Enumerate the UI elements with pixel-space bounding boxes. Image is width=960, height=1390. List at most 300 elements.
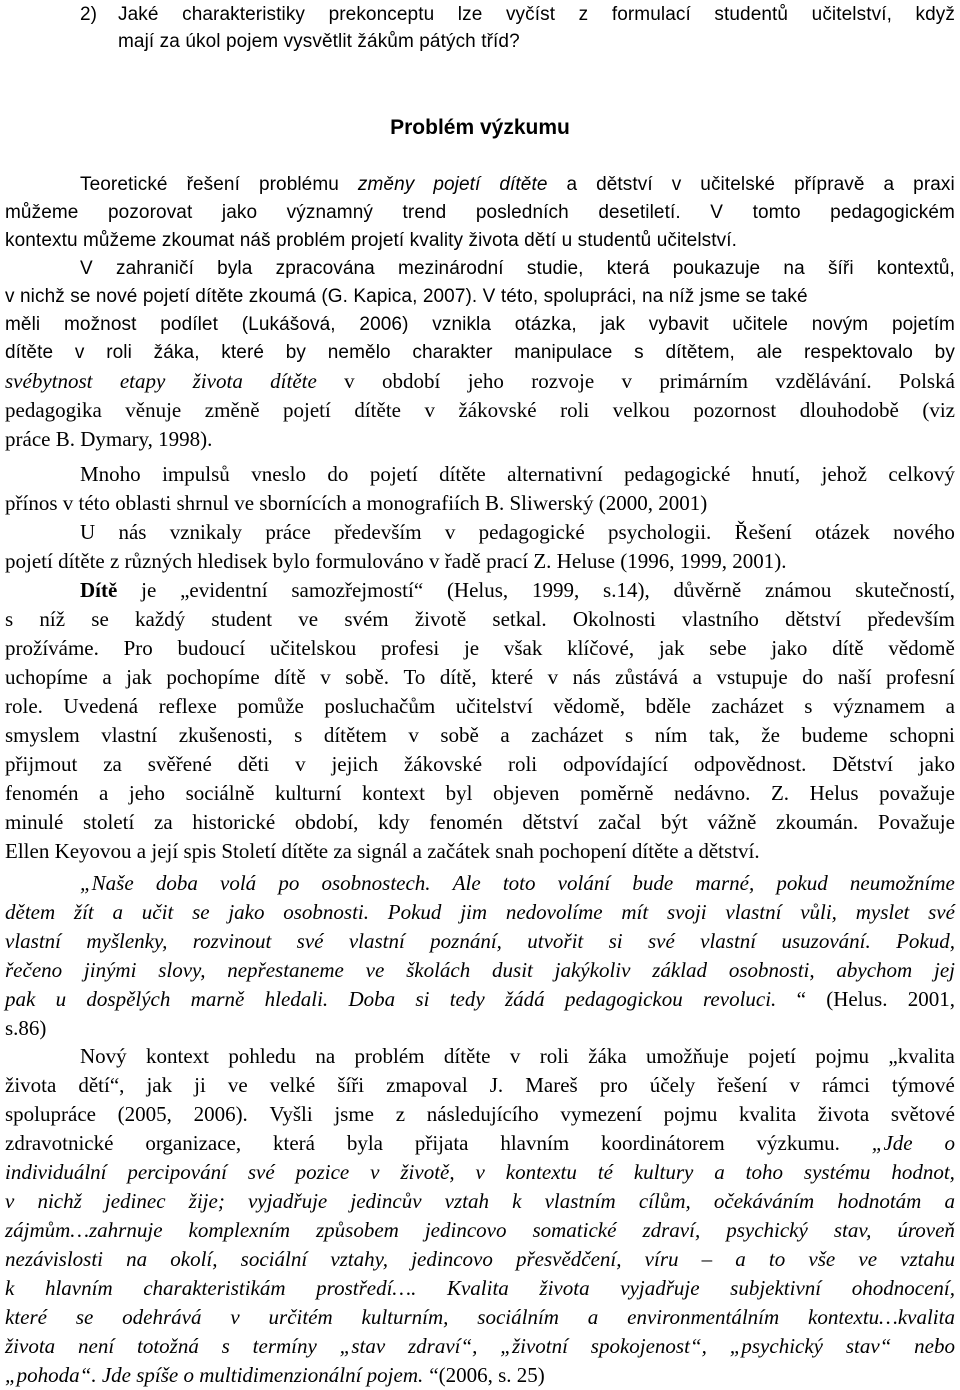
word: zkušenosti, — [178, 723, 273, 747]
word: V — [710, 202, 724, 223]
word: na — [126, 1247, 148, 1271]
word: ním — [654, 723, 688, 747]
word: kultury — [633, 1160, 694, 1184]
paragraph-line — [0, 396, 960, 425]
word: pokud — [776, 871, 828, 895]
word: praxi — [913, 174, 955, 195]
word: nichž — [37, 1189, 82, 1213]
word: klíčové, — [567, 636, 635, 660]
word: kontextu — [505, 1160, 577, 1184]
word: do — [802, 665, 824, 689]
word: respektovalo — [804, 342, 913, 363]
word: dítěte — [270, 369, 317, 393]
word: pozornost — [693, 398, 777, 422]
paragraph-line — [0, 1129, 960, 1158]
word: myslet — [855, 900, 910, 924]
word: poměrně — [579, 781, 654, 805]
word: velkou — [612, 398, 670, 422]
word: vlastního — [681, 607, 759, 631]
line-text: práce B. Dymary, 1998). — [5, 427, 213, 451]
word: podílet — [160, 314, 218, 335]
word: očekáváním — [713, 1189, 815, 1213]
line-text: v nichž se nové pojetí dítěte zkoumá (G. Kapica, 2007). V této, spolupráci, na níž jsme se také — [5, 286, 808, 307]
word: v — [671, 174, 682, 195]
word: života — [539, 1276, 590, 1300]
word: žít — [73, 900, 94, 924]
paragraph-line — [0, 1071, 960, 1100]
word: minulé — [5, 810, 64, 834]
word: v — [789, 1073, 800, 1097]
word: kontextu…kvalita — [808, 1305, 955, 1329]
word: si — [415, 987, 430, 1011]
word: hodnot, — [891, 1160, 955, 1184]
word: odehrává — [122, 1305, 202, 1329]
word: rozvinout — [192, 929, 272, 953]
word: bděle — [645, 694, 691, 718]
word: sobě — [440, 723, 479, 747]
word: v — [320, 665, 331, 689]
word: v — [444, 520, 456, 544]
word: termíny — [252, 1334, 317, 1358]
word: se — [192, 900, 210, 924]
word: 2001, — [907, 987, 955, 1011]
word: vzdělávání. — [775, 369, 872, 393]
line-text: kontextu můžeme zkoumat náš problém projetí kvality života dětí u studentů učitelství. — [5, 230, 738, 251]
word: novým — [811, 314, 869, 335]
word: okolí, — [170, 1247, 218, 1271]
word: sebe — [709, 636, 747, 660]
word: určitém — [268, 1305, 333, 1329]
word: byla — [217, 258, 253, 279]
word: vlastní — [725, 900, 782, 924]
word: práce — [265, 520, 311, 544]
word: změně — [204, 398, 260, 422]
question-line — [0, 27, 960, 56]
word: do — [327, 462, 349, 486]
word: dítětem, — [665, 342, 735, 363]
word: základ — [652, 958, 708, 982]
word: Doba — [348, 987, 396, 1011]
word: pedagogickém — [830, 202, 955, 223]
word: života — [5, 1073, 57, 1097]
word: vztah — [444, 1189, 489, 1213]
word: se — [91, 607, 109, 631]
word: žákovské — [458, 398, 537, 422]
word: jsme — [334, 1102, 375, 1126]
word: Považuje — [877, 810, 955, 834]
word: dítěte — [354, 398, 401, 422]
word: schopni — [889, 723, 955, 747]
word: možnost — [63, 314, 137, 335]
line-text: „pohoda“. Jde spíše o multidimenzionální pojem. — [5, 1363, 424, 1387]
word: organizace, — [145, 1131, 242, 1155]
question-number: 2) — [80, 4, 98, 25]
word: s — [294, 723, 303, 747]
word: „evidentní — [180, 578, 268, 602]
word: byl — [445, 781, 473, 805]
word: učitelskou — [269, 636, 357, 660]
word: charakter — [412, 342, 493, 363]
word: tomto — [752, 202, 801, 223]
word: ale — [756, 342, 783, 363]
word: vědomě, — [553, 694, 625, 718]
word: pak — [5, 987, 36, 1011]
word: prostředí…. — [316, 1276, 417, 1300]
word: za — [103, 752, 122, 776]
word: jejich — [331, 752, 379, 776]
word: jinými — [83, 958, 137, 982]
word: percipování — [127, 1160, 227, 1184]
word: pomůže — [237, 694, 304, 718]
word: 2006) — [359, 314, 409, 335]
word: jej — [933, 958, 955, 982]
word: pojmu — [663, 1102, 718, 1126]
word: bude — [632, 871, 674, 895]
word: v — [230, 1305, 240, 1329]
word: „životní — [500, 1334, 568, 1358]
word: a — [883, 174, 895, 195]
word: hledali. — [264, 987, 329, 1011]
word: to — [768, 1247, 786, 1271]
paragraph-line — [0, 692, 960, 721]
word: vlastní — [348, 929, 405, 953]
word: odpovědnost. — [693, 752, 807, 776]
word: vyjadřuje — [620, 1276, 700, 1300]
word: učit — [141, 900, 174, 924]
word: otázek — [815, 520, 870, 544]
word: charakteristikám — [143, 1276, 286, 1300]
word: naší — [837, 665, 872, 689]
word: posledních — [475, 202, 569, 223]
word: ve — [227, 1073, 248, 1097]
word: vyčíst — [505, 4, 556, 25]
word: To — [403, 665, 426, 689]
word: a — [112, 900, 124, 924]
word: žákovské — [403, 752, 483, 776]
word: nás — [118, 520, 147, 544]
word: a — [500, 723, 510, 747]
paragraph-line — [0, 576, 960, 605]
word: Vyšli — [269, 1102, 313, 1126]
word: problém — [354, 1044, 425, 1068]
word: a — [944, 1189, 955, 1213]
word: sociální — [240, 1247, 308, 1271]
word: (viz — [922, 398, 955, 422]
word: není — [78, 1334, 115, 1358]
word: psychologii. — [608, 520, 712, 544]
word: života — [817, 1102, 870, 1126]
word: světové — [890, 1102, 955, 1126]
word: z — [395, 1102, 406, 1126]
word: a — [735, 1247, 746, 1271]
word: ve — [858, 1247, 878, 1271]
word: pedagogické — [624, 462, 731, 486]
word: která — [606, 258, 650, 279]
word: vztahy, — [330, 1247, 389, 1271]
word: revoluci. — [703, 987, 777, 1011]
word: odpovídající — [562, 752, 668, 776]
word: po — [278, 871, 300, 895]
line-text: pojetí dítěte z různých hledisek bylo formulováno v řadě prací Z. Heluse (1996, 1999, 2001). — [5, 549, 787, 573]
paragraph-line — [0, 721, 960, 750]
word: jako — [918, 752, 955, 776]
paragraph-line — [0, 547, 960, 576]
word: především — [867, 607, 955, 631]
word: velké — [269, 1073, 316, 1097]
word: učitelské — [700, 174, 776, 195]
word: kdy — [378, 810, 410, 834]
word: přijata — [414, 1131, 469, 1155]
paragraph-line — [0, 779, 960, 808]
word: v — [621, 369, 633, 393]
word: žáka, — [153, 342, 200, 363]
quote-line — [0, 1303, 960, 1332]
word: nedovolíme — [505, 900, 603, 924]
word: mít — [621, 900, 649, 924]
word: svoji — [666, 900, 707, 924]
word: Jaké — [118, 4, 159, 25]
word: mezinárodní — [398, 258, 504, 279]
word: trend — [402, 202, 447, 223]
question-line — [0, 0, 960, 29]
word: v — [475, 1160, 485, 1184]
word: jedincovo — [411, 1247, 493, 1271]
word: ve — [365, 958, 385, 982]
word: Ale — [452, 871, 481, 895]
word: dítěte — [443, 1044, 491, 1068]
word: víru — [644, 1247, 679, 1271]
word: roli — [539, 1044, 569, 1068]
word: v — [344, 369, 355, 393]
word: dospělých — [86, 987, 171, 1011]
word: budeme — [801, 723, 868, 747]
word: sociálním — [477, 1305, 559, 1329]
word: výzkumu. — [756, 1131, 840, 1155]
paragraph-line — [0, 170, 960, 199]
word: vznikaly — [169, 520, 243, 544]
word: „stav — [339, 1334, 386, 1358]
word: „Naše — [80, 871, 134, 895]
paragraph-line — [0, 605, 960, 634]
word: zkoumán. — [776, 810, 859, 834]
word: můžeme — [5, 202, 79, 223]
word: dlouhodobě — [799, 398, 899, 422]
word: která — [272, 1131, 315, 1155]
word: problému — [258, 174, 339, 195]
word: na — [315, 1044, 336, 1068]
word: myšlenky, — [86, 929, 168, 953]
word: volání — [557, 871, 611, 895]
word: řešení — [717, 1073, 768, 1097]
word: Mnoho — [80, 462, 141, 486]
word: Pokud — [387, 900, 442, 924]
line-text: “(2006, s. 25) — [429, 1363, 545, 1387]
word: vůli, — [800, 900, 837, 924]
word: jeho — [467, 369, 504, 393]
word: fenomén — [5, 781, 79, 805]
paragraph-line — [0, 1042, 960, 1071]
word: role. — [5, 694, 43, 718]
word: jako — [221, 202, 258, 223]
word: Okolnosti — [572, 607, 656, 631]
word: dětství — [522, 810, 579, 834]
word: ji — [194, 1073, 206, 1097]
word: učitelství — [455, 694, 533, 718]
word: jedincovo — [424, 1218, 507, 1242]
line-text: Problém výzkumu — [390, 116, 570, 139]
word: Řešení — [734, 520, 792, 544]
word: řešení — [186, 174, 240, 195]
word: roli — [507, 752, 538, 776]
word: zahraničí — [115, 258, 194, 279]
word: Helus — [809, 781, 859, 805]
word: Mareš — [525, 1073, 578, 1097]
word: života — [192, 369, 243, 393]
word: umožňuje — [646, 1044, 729, 1068]
word: té — [597, 1160, 613, 1184]
word: jako — [771, 636, 808, 660]
word: vybavit — [648, 314, 709, 335]
word: své — [296, 929, 324, 953]
word: považuje — [879, 781, 955, 805]
word: profesi — [380, 636, 440, 660]
paragraph-line — [0, 489, 960, 518]
word: „Jde — [871, 1131, 913, 1155]
word: zdraví“, — [408, 1334, 478, 1358]
word: o — [944, 1131, 955, 1155]
paragraph-line — [0, 837, 960, 866]
word: vše — [808, 1247, 836, 1271]
word: otázka, — [514, 314, 577, 335]
word: doba — [155, 871, 198, 895]
word: s.14), — [603, 578, 650, 602]
word: jedinec — [104, 1189, 166, 1213]
word: historické — [192, 810, 276, 834]
word: k — [5, 1276, 15, 1300]
paragraph-line — [0, 198, 960, 227]
word: a — [692, 665, 702, 689]
word: individuální — [5, 1160, 107, 1184]
word: významem — [832, 694, 926, 718]
word: Pro — [123, 636, 153, 660]
word: poukazuje — [672, 258, 761, 279]
paragraph-line — [0, 367, 960, 396]
word: skutečností, — [855, 578, 955, 602]
word: pro — [599, 1073, 628, 1097]
word: impulsů — [162, 462, 230, 486]
word: roli — [106, 342, 132, 363]
word: dítě — [832, 636, 864, 660]
word: šíři — [827, 258, 854, 279]
word: pozice — [295, 1160, 350, 1184]
word: kontext — [362, 781, 426, 805]
word: manipulace — [514, 342, 613, 363]
paragraph-line — [0, 460, 960, 489]
word: v — [5, 1189, 15, 1213]
word: vědomě — [888, 636, 955, 660]
word: když — [915, 4, 955, 25]
word: dětí“, — [78, 1073, 125, 1097]
word: s — [634, 342, 644, 363]
word: jako — [228, 900, 265, 924]
word: žádá — [504, 987, 545, 1011]
word: Nový — [80, 1044, 127, 1068]
word: „psychický — [729, 1334, 823, 1358]
word: pedagogické — [478, 520, 585, 544]
word: totožná — [136, 1334, 199, 1358]
word: měli — [5, 314, 41, 335]
word: které — [491, 665, 534, 689]
word: dětství — [785, 607, 842, 631]
word: životě, — [400, 1160, 455, 1184]
word: pojetí — [369, 462, 418, 486]
quote-line — [0, 985, 960, 1014]
word: nás — [572, 665, 601, 689]
word: nebo — [914, 1334, 955, 1358]
word: kontext — [146, 1044, 210, 1068]
word: volá — [220, 871, 257, 895]
word: alternativní — [507, 462, 603, 486]
word: (Helus. — [826, 987, 888, 1011]
quote-line — [0, 1332, 960, 1361]
word: marně — [190, 987, 245, 1011]
word: zdraví, — [642, 1218, 701, 1242]
word: a — [714, 1160, 725, 1184]
word: zůstává — [615, 665, 679, 689]
word: stav“ — [845, 1334, 892, 1358]
word: rozvoje — [531, 369, 595, 393]
word: abychom — [836, 958, 913, 982]
word: významný — [286, 202, 373, 223]
word: zmapoval — [386, 1073, 468, 1097]
word: zdravotnické — [5, 1131, 114, 1155]
word: lze — [457, 4, 483, 25]
word: sociálně — [185, 781, 255, 805]
word: začal — [598, 810, 642, 834]
line-text: mají za úkol pojem vysvětlit žákům pátých tříd? — [118, 31, 520, 52]
word: životě — [414, 607, 467, 631]
line-text: Ellen Keyovou a její spis Století dítěte za signál a začátek snah pochopení dítěte a dětství. — [5, 839, 760, 863]
word: kontextů, — [876, 258, 955, 279]
word: dítě — [274, 665, 306, 689]
word: 2006). — [193, 1102, 248, 1126]
word: systému — [803, 1160, 871, 1184]
word: “ — [796, 987, 806, 1011]
word: jim — [460, 900, 488, 924]
quote-line — [0, 1216, 960, 1245]
paragraph-line — [0, 226, 960, 255]
word: života — [5, 1334, 56, 1358]
word: pozorovat — [108, 202, 193, 223]
word: Z. — [770, 781, 790, 805]
word: školách — [406, 958, 471, 982]
word: období — [382, 369, 441, 393]
word: následujícího — [426, 1102, 539, 1126]
word: v — [547, 665, 559, 689]
word: Dětství — [832, 752, 893, 776]
word: kulturním, — [361, 1305, 449, 1329]
word: samozřejmostí“ — [291, 578, 424, 602]
word: nemělo — [327, 342, 391, 363]
word: pedagogickou — [564, 987, 683, 1011]
word: utvořit — [527, 929, 584, 953]
word: smyslem — [5, 723, 80, 747]
word: stav, — [833, 1218, 872, 1242]
word: pedagogika — [5, 398, 102, 422]
word: a — [566, 174, 578, 195]
word: vlastním — [544, 1189, 616, 1213]
word: s — [5, 607, 14, 631]
